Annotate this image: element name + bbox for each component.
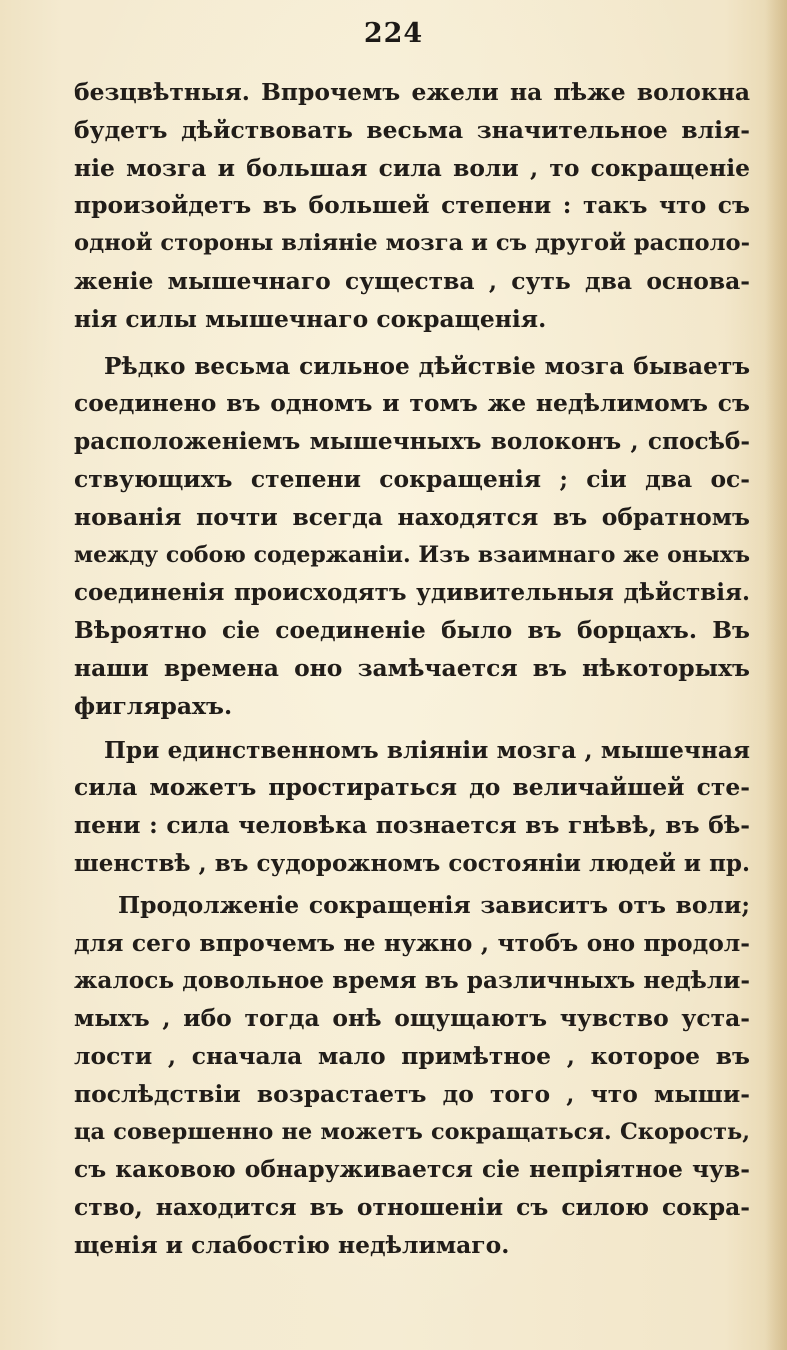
page-number: 224 [363,18,424,49]
text-line: безцвѣтныя. Впрочемъ ежели на пѣже волокна [74,78,750,106]
text-line: лости , сначала мало примѣтное , которое въ [74,1041,750,1070]
page-gutter-shadow [765,0,787,1350]
text-line: ство, находится въ отношеніи съ силою сокра- [74,1193,750,1222]
text-line: щенія и слабостію недѣлимаго. [74,1230,510,1259]
text-line: пени : сила человѣка познается въ гнѣвѣ, въ бѣ- [74,811,750,840]
text-line: одной стороны вліяніе мозга и съ другой располо- [74,230,750,257]
text-line: соединено въ одномъ и томъ же недѣлимомъ съ [74,389,750,418]
text-line: послѣдствіи возрастаетъ до того , что мыши- [74,1079,750,1108]
text-line: соединенія происходятъ удивительныя дѣйствія. [74,579,750,607]
paragraph [74,887,750,1265]
text-line: наши времена оно замѣчается въ нѣкоторыхъ [74,653,750,682]
text-line: нованія почти всегда находятся въ обратномъ [74,502,750,531]
paragraph [74,732,750,883]
text-line: сила можетъ простираться до величайшей сте- [74,773,750,802]
text-line: съ каковою обнаруживается сіе непріятное чув- [74,1155,750,1184]
text-line: ца совершенно не можетъ сокращаться. Скорость, [74,1118,750,1145]
text-line: для сего впрочемъ не нужно , чтобъ оно продол- [74,928,750,957]
text-line: расположеніемъ мышечныхъ волоконъ , спосѣб- [74,428,750,456]
text-line: Вѣроятно сіе соединеніе было въ борцахъ. Въ [74,616,750,645]
text-line: между собою содержаніи. Изъ взаимнаго же оныхъ [74,541,750,568]
text-line: нія силы мышечнаго сокращенія. [74,304,547,333]
body-text [74,74,750,1265]
paragraph [74,348,750,726]
text-line: Продолженіе сокращенія зависитъ отъ воли; [118,890,750,919]
text-line: При единственномъ вліяніи мозга , мышечная [104,736,750,764]
text-line: жалось довольное время въ различныхъ недѣли- [74,967,750,995]
text-line: произойдетъ въ большей степени : такъ что съ [74,191,750,220]
text-line: Рѣдко весьма сильное дѣйствіе мозга бываетъ [104,352,750,380]
text-line: фиглярахъ. [74,691,233,720]
text-line: мыхъ , ибо тогда онѣ ощущаютъ чувство уста- [74,1004,750,1033]
text-line: шенствѣ , въ судорожномъ состояніи людей и пр. [74,849,750,877]
paragraph [74,74,750,339]
text-line: ствующихъ степени сокращенія ; сіи два ос- [74,464,750,493]
text-line: будетъ дѣйствовать весьма значительное влія- [74,115,750,144]
text-line: ніе мозга и большая сила воли , то сокращеніе [74,153,750,182]
text-line: женіе мышечнаго существа , суть два основа- [74,266,750,295]
